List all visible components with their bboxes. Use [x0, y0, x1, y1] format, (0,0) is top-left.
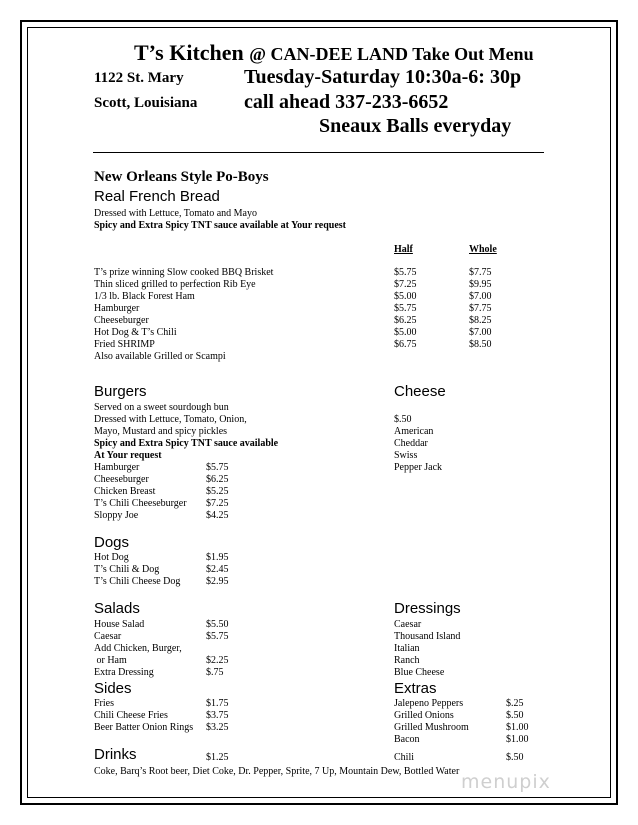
column-header-whole: Whole — [469, 244, 497, 255]
extras-title: Extras — [394, 680, 437, 697]
price-whole: $7.00 — [469, 291, 492, 302]
menu-title — [134, 40, 534, 66]
item-price: $4.25 — [206, 510, 229, 521]
price-whole: $7.75 — [469, 303, 492, 314]
item-price: $1.00 — [506, 734, 529, 745]
price-half: $5.00 — [394, 291, 417, 302]
item-name: T’s Chili Cheese Dog — [94, 576, 181, 587]
item-name: Chili Cheese Fries — [94, 710, 168, 721]
cheese-title: Cheese — [394, 383, 446, 400]
poboy-row — [94, 315, 149, 327]
price-half: $5.00 — [394, 327, 417, 338]
drinks-price: $1.25 — [206, 752, 229, 763]
item-price: $5.50 — [206, 619, 229, 630]
address-line2: Scott, Louisiana — [94, 95, 198, 111]
dressing-item: Blue Cheese — [394, 667, 445, 678]
item-price: $5.75 — [206, 631, 229, 642]
column-header-half: Half — [394, 244, 413, 255]
burgers-desc: Dressed with Lettuce, Tomato, Onion, — [94, 414, 247, 425]
price-half: $6.25 — [394, 315, 417, 326]
item-price: $5.25 — [206, 486, 229, 497]
item-price: $6.25 — [206, 474, 229, 485]
item-price: $1.95 — [206, 552, 229, 563]
price-half: $5.75 — [394, 267, 417, 278]
item-name: Fried SHRIMP — [94, 339, 155, 350]
item-name: Sloppy Joe — [94, 510, 139, 521]
price-whole: $7.00 — [469, 327, 492, 338]
item-name: Beer Batter Onion Rings — [94, 722, 194, 733]
item-name: T’s Chili Cheeseburger — [94, 498, 187, 509]
price-whole: $8.50 — [469, 339, 492, 350]
poboys-subtitle: Real French Bread — [94, 188, 220, 205]
item-name: Cheeseburger — [94, 474, 149, 485]
item-name: Caesar — [94, 631, 122, 642]
drinks-title: Drinks — [94, 746, 137, 763]
watermark-logo: menupix — [461, 771, 551, 793]
item-name: Hot Dog — [94, 552, 129, 563]
item-name: Chili — [394, 752, 415, 763]
price-whole: $8.25 — [469, 315, 492, 326]
dressing-item: Thousand Island — [394, 631, 461, 642]
hours: Tuesday-Saturday 10:30a-6: 30p — [244, 66, 522, 88]
item-name: Jalepeno Peppers — [394, 698, 464, 709]
cheese-price: $.50 — [394, 414, 412, 425]
poboys-sauce-note: Spicy and Extra Spicy TNT sauce available at Your request — [94, 220, 346, 231]
restaurant-name: T’s Kitchen — [134, 40, 244, 65]
item-name: Cheeseburger — [94, 315, 149, 326]
cheese-item: Pepper Jack — [394, 462, 443, 473]
item-price: $2.95 — [206, 576, 229, 587]
item-name: Fries — [94, 698, 114, 709]
dressings-title: Dressings — [394, 600, 461, 617]
drinks-list: Coke, Barq’s Root beer, Diet Coke, Dr. Pepper, Sprite, 7 Up, Mountain Dew, Bottled Water — [94, 766, 460, 777]
poboys-note: Dressed with Lettuce, Tomato and Mayo — [94, 208, 257, 219]
price-whole: $7.75 — [469, 267, 492, 278]
poboys-footnote: Also available Grilled or Scampi — [94, 351, 226, 362]
item-price: $1.75 — [206, 698, 229, 709]
poboy-row — [94, 279, 256, 291]
salads-title: Salads — [94, 600, 140, 617]
item-name: or Ham — [94, 655, 127, 666]
poboy-row — [94, 303, 139, 315]
cheese-item: Swiss — [394, 450, 418, 461]
item-name: T’s Chili & Dog — [94, 564, 160, 575]
item-name: Add Chicken, Burger, — [94, 643, 182, 654]
address-line1: 1122 St. Mary — [94, 70, 184, 86]
poboy-row — [94, 267, 273, 279]
item-name: T’s prize winning Slow cooked BBQ Brisket — [94, 267, 274, 278]
sides-title: Sides — [94, 680, 132, 697]
title-subtext: @ CAN-DEE LAND Take Out Menu — [249, 44, 534, 64]
item-price: $3.75 — [206, 710, 229, 721]
price-whole: $9.95 — [469, 279, 492, 290]
item-name: Hot Dog & T’s Chili — [94, 327, 177, 338]
item-price: $5.75 — [206, 462, 229, 473]
burgers-desc: Mayo, Mustard and spicy pickles — [94, 426, 228, 437]
item-name: Bacon — [394, 734, 420, 745]
item-name: Extra Dressing — [94, 667, 154, 678]
poboy-row — [94, 327, 177, 339]
cheese-item: Cheddar — [394, 438, 428, 449]
item-price: $7.25 — [206, 498, 229, 509]
special-note: Sneaux Balls everyday — [319, 115, 512, 137]
poboy-row — [94, 339, 155, 351]
poboy-row — [94, 291, 195, 303]
item-name: Hamburger — [94, 462, 140, 473]
item-price: $.50 — [506, 752, 524, 763]
item-name: Grilled Mushroom — [394, 722, 469, 733]
item-price: $1.00 — [506, 722, 529, 733]
dressing-item: Italian — [394, 643, 420, 654]
header-divider — [93, 152, 544, 153]
poboys-title: New Orleans Style Po-Boys — [94, 169, 269, 185]
item-price: $.25 — [506, 698, 524, 709]
item-price: $3.25 — [206, 722, 229, 733]
item-name: Chicken Breast — [94, 486, 156, 497]
item-name: Grilled Onions — [394, 710, 454, 721]
item-name: Hamburger — [94, 303, 140, 314]
item-price: $.50 — [506, 710, 524, 721]
burgers-sauce-note: At Your request — [94, 450, 162, 461]
burgers-title: Burgers — [94, 383, 147, 400]
dogs-title: Dogs — [94, 534, 130, 551]
item-price: $2.45 — [206, 564, 229, 575]
price-half: $7.25 — [394, 279, 417, 290]
price-half: $5.75 — [394, 303, 417, 314]
item-name: Thin sliced grilled to perfection Rib Eye — [94, 279, 256, 290]
item-price: $.75 — [206, 667, 224, 678]
dressing-item: Ranch — [394, 655, 420, 666]
cheese-item: American — [394, 426, 434, 437]
burgers-desc: Served on a sweet sourdough bun — [94, 402, 229, 413]
price-half: $6.75 — [394, 339, 417, 350]
item-price: $2.25 — [206, 655, 229, 666]
burgers-sauce-note: Spicy and Extra Spicy TNT sauce available — [94, 438, 279, 449]
phone: call ahead 337-233-6652 — [244, 91, 449, 113]
dressing-item: Caesar — [394, 619, 422, 630]
item-name: 1/3 lb. Black Forest Ham — [94, 291, 195, 302]
item-name: House Salad — [94, 619, 145, 630]
